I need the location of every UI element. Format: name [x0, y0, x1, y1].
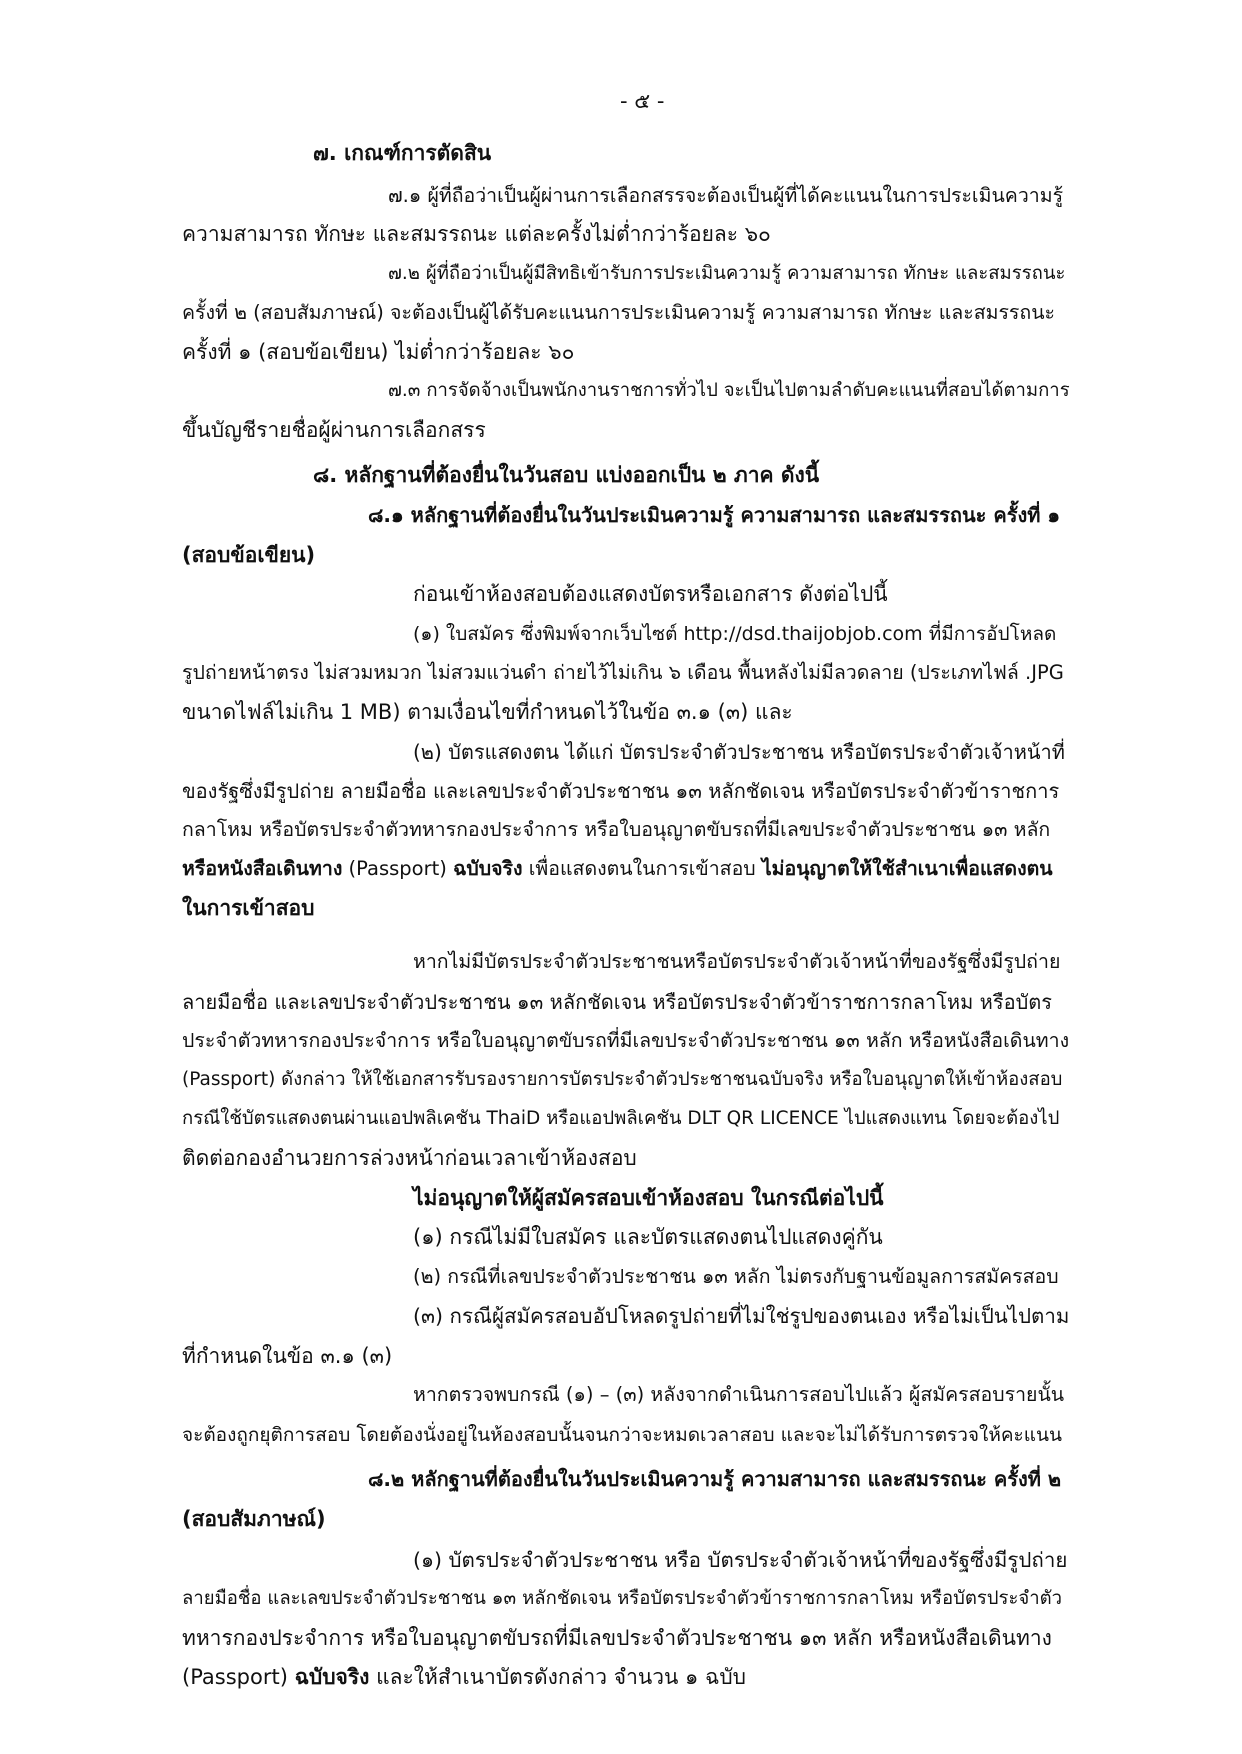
bold-passport-text: หรือหนังสือเดินทาง	[182, 857, 343, 880]
section7-item1-line1: ๗.๑ ผู้ที่ถือว่าเป็นผู้ผ่านการเลือกสรรจะต้องเป็นผู้ที่ได้คะแนนในการประเมินความรู้	[388, 184, 1064, 207]
section8-2-heading-line1: ๘.๒ หลักฐานที่ต้องยื่นในวันประเมินความรู้ ความสามารถ และสมรรถนะ ครั้งที่ ๒	[368, 1467, 1062, 1491]
section8-1-doc2-line2: ของรัฐซึ่งมีรูปถ่าย ลายมือชื่อ และเลขประจำตัวประชาชน ๑๓ หลักชัดเจน หรือบัตรประจำตัวข้าราชการ	[182, 779, 1060, 803]
section8-1-doc2-line4	[182, 854, 1053, 884]
section8-2-heading-line2: (สอบสัมภาษณ์)	[182, 1507, 326, 1531]
section8-1-heading-line1: ๘.๑ หลักฐานที่ต้องยื่นในวันประเมินความรู้ ความสามารถ และสมรรถนะ ครั้งที่ ๑	[368, 503, 1061, 527]
page-number: - ๕ -	[620, 89, 665, 113]
copy-count-text: และให้สำเนาบัตรดังกล่าว จำนวน ๑ ฉบับ	[369, 1665, 747, 1689]
section8-2-doc1-line2: ลายมือชื่อ และเลขประจำตัวประชาชน ๑๓ หลักชัดเจน หรือบัตรประจำตัวข้าราชการกลาโหม หรือบัตรประจำตัว	[182, 1588, 1063, 1609]
bold-original-text-2: ฉบับจริง	[294, 1665, 370, 1689]
no-id-line6: ติดต่อกองอำนวยการล่วงหน้าก่อนเวลาเข้าห้องสอบ	[182, 1146, 637, 1170]
section8-1-doc2-line1: (๒) บัตรแสดงตน ได้แก่ บัตรประจำตัวประชาชน หรือบัตรประจำตัวเจ้าหน้าที่	[413, 740, 1065, 764]
section7-item1-line2: ความสามารถ ทักษะ และสมรรถนะ แต่ละครั้งไม่ต่ำกว่าร้อยละ ๖๐	[182, 222, 771, 246]
bold-no-copy-text: ไม่อนุญาตให้ใช้สำเนาเพื่อแสดงตน	[761, 857, 1053, 880]
no-id-line3: ประจำตัวทหารกองประจำการ หรือใบอนุญาตขับรถที่มีเลขประจำตัวประชาชน ๑๓ หลัก หรือหนังสือเดินทาง	[182, 1029, 1070, 1052]
no-id-line2: ลายมือชื่อ และเลขประจำตัวประชาชน ๑๓ หลักชัดเจน หรือบัตรประจำตัวข้าราชการกลาโหม หรือบัตร	[182, 990, 1053, 1014]
section7-item2-line2: ครั้งที่ ๒ (สอบสัมภาษณ์) จะต้องเป็นผู้ได้รับคะแนนการประเมินความรู้ ความสามารถ ทักษะ และสมรรถนะ	[182, 301, 1056, 324]
section8-1-doc2-line5: ในการเข้าสอบ	[182, 896, 315, 920]
show-identity-text: เพื่อแสดงตนในการเข้าสอบ	[522, 857, 762, 880]
not-allowed-case3-line2: ที่กำหนดในข้อ ๓.๑ (๓)	[182, 1344, 393, 1368]
no-id-line1: หากไม่มีบัตรประจำตัวประชาชนหรือบัตรประจำตัวเจ้าหน้าที่ของรัฐซึ่งมีรูปถ่าย	[413, 950, 1061, 973]
not-allowed-heading: ไม่อนุญาตให้ผู้สมัครสอบเข้าห้องสอบ ในกรณีต่อไปนี้	[413, 1186, 884, 1210]
no-id-line4: (Passport) ดังกล่าว ให้ใช้เอกสารรับรองรายการบัตรประจำตัวประชาชนฉบับจริง หรือใบอนุญาตให้เข้าห้องสอบ	[182, 1069, 1063, 1090]
section8-2-doc1-line3: ทหารกองประจำการ หรือใบอนุญาตขับรถที่มีเลขประจำตัวประชาชน ๑๓ หลัก หรือหนังสือเดินทาง	[182, 1626, 1052, 1650]
section8-1-doc1-line3: ขนาดไฟล์ไม่เกิน 1 MB) ตามเงื่อนไขที่กำหนดไว้ในข้อ ๓.๑ (๓) และ	[182, 700, 793, 724]
section7-item3-line1: ๗.๓ การจัดจ้างเป็นพนักงานราชการทั่วไป จะเป็นไปตามลำดับคะแนนที่สอบได้ตามการ	[388, 380, 1070, 401]
section8-1-doc2-line3: กลาโหม หรือบัตรประจำตัวทหารกองประจำการ หรือใบอนุญาตขับรถที่มีเลขประจำตัวประชาชน ๑๓ หลัก	[182, 818, 1051, 841]
not-allowed-case2: (๒) กรณีที่เลขประจำตัวประชาชน ๑๓ หลัก ไม่ตรงกับฐานข้อมูลการสมัครสอบ	[413, 1265, 1059, 1288]
bold-original-text: ฉบับจริง	[453, 857, 523, 880]
section8-heading: ๘. หลักฐานที่ต้องยื่นในวันสอบ แบ่งออกเป็น ๒ ภาค ดังนี้	[313, 463, 820, 487]
section7-item2-line3: ครั้งที่ ๑ (สอบข้อเขียน) ไม่ต่ำกว่าร้อยละ ๖๐	[182, 340, 575, 364]
found-line2: จะต้องถูกยุติการสอบ โดยต้องนั่งอยู่ในห้องสอบนั้นจนกว่าจะหมดเวลาสอบ และจะไม่ได้รับการตรวจให้คะแนน	[182, 1424, 1062, 1446]
section7-item3-line2: ขึ้นบัญชีรายชื่อผู้ผ่านการเลือกสรร	[182, 418, 486, 442]
section8-2-doc1-line4	[182, 1662, 746, 1692]
section8-2-doc1-line1: (๑) บัตรประจำตัวประชาชน หรือ บัตรประจำตัวเจ้าหน้าที่ของรัฐซึ่งมีรูปถ่าย	[413, 1548, 1068, 1572]
section7-item2-line1: ๗.๒ ผู้ที่ถือว่าเป็นผู้มีสิทธิเข้ารับการประเมินความรู้ ความสามารถ ทักษะ และสมรรถนะ	[388, 263, 1066, 284]
not-allowed-case1: (๑) กรณีไม่มีใบสมัคร และบัตรแสดงตนไปแสดงคู่กัน	[413, 1225, 883, 1249]
passport-paren: (Passport)	[342, 857, 454, 880]
not-allowed-case3-line1: (๓) กรณีผู้สมัครสอบอัปโหลดรูปถ่ายที่ไม่ใช่รูปของตนเอง หรือไม่เป็นไปตาม	[413, 1304, 1070, 1328]
section8-1-intro: ก่อนเข้าห้องสอบต้องแสดงบัตรหรือเอกสาร ดังต่อไปนี้	[413, 582, 888, 606]
section8-1-doc1-line1: (๑) ใบสมัคร ซึ่งพิมพ์จากเว็บไซต์ http://dsd.thaijobjob.com ที่มีการอัปโหลด	[413, 623, 1057, 645]
section8-1-heading-line2: (สอบข้อเขียน)	[182, 543, 316, 567]
found-line1: หากตรวจพบกรณี (๑) – (๓) หลังจากดำเนินการสอบไปแล้ว ผู้สมัครสอบรายนั้น	[413, 1383, 1065, 1406]
section7-heading: ๗. เกณฑ์การตัดสิน	[313, 141, 492, 165]
no-id-line5: กรณีใช้บัตรแสดงตนผ่านแอปพลิเคชัน ThaiD หรือแอปพลิเคชัน DLT QR LICENCE ไปแสดงแทน โดยจะต้องไป	[182, 1108, 1060, 1129]
passport-paren-2: (Passport)	[182, 1665, 295, 1689]
section8-1-doc1-line2: รูปถ่ายหน้าตรง ไม่สวมหมวก ไม่สวมแว่นดำ ถ่ายไว้ไม่เกิน ๖ เดือน พื้นหลังไม่มีลวดลาย (ประเภทไฟล์ .JPG	[182, 661, 1064, 684]
